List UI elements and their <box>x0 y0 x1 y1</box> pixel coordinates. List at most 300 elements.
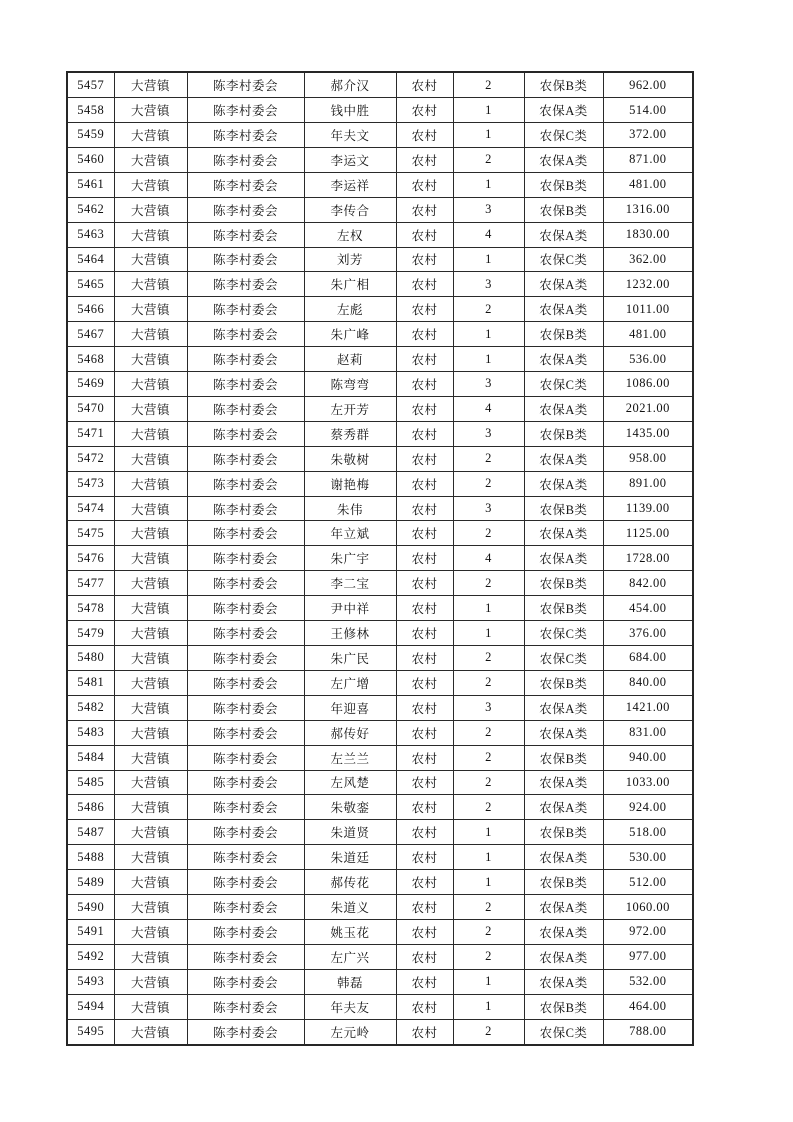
table-row <box>67 471 693 496</box>
table-cell: 左开芳 <box>304 396 396 421</box>
table-row <box>67 322 693 347</box>
table-cell: 农保A类 <box>524 770 603 795</box>
table-cell: 陈李村委会 <box>187 795 304 820</box>
table-cell: 5465 <box>67 272 114 297</box>
table-cell: 5486 <box>67 795 114 820</box>
table-cell: 2 <box>453 72 524 98</box>
table-cell: 大营镇 <box>114 870 187 895</box>
table-cell: 481.00 <box>603 172 693 197</box>
table-cell: 1139.00 <box>603 496 693 521</box>
table-cell: 1 <box>453 172 524 197</box>
table-cell: 5467 <box>67 322 114 347</box>
table-cell: 大营镇 <box>114 646 187 671</box>
table-cell: 5488 <box>67 845 114 870</box>
table-cell: 2 <box>453 770 524 795</box>
table-cell: 1830.00 <box>603 222 693 247</box>
table-cell: 5485 <box>67 770 114 795</box>
table-row <box>67 222 693 247</box>
table-row <box>67 347 693 372</box>
table-cell: 大营镇 <box>114 1019 187 1045</box>
table-cell: 1 <box>453 994 524 1019</box>
table-cell: 李运祥 <box>304 172 396 197</box>
table-row <box>67 969 693 994</box>
table-cell: 大营镇 <box>114 845 187 870</box>
table-cell: 5495 <box>67 1019 114 1045</box>
table-cell: 陈李村委会 <box>187 994 304 1019</box>
table-cell: 朱道贤 <box>304 820 396 845</box>
table-cell: 钱中胜 <box>304 98 396 123</box>
table-cell: 5474 <box>67 496 114 521</box>
table-cell: 农村 <box>396 122 453 147</box>
table-cell: 陈李村委会 <box>187 421 304 446</box>
table-cell: 大营镇 <box>114 98 187 123</box>
table-cell: 大营镇 <box>114 322 187 347</box>
table-cell: 3 <box>453 272 524 297</box>
table-cell: 农村 <box>396 1019 453 1045</box>
table-cell: 农保B类 <box>524 421 603 446</box>
table-cell: 1728.00 <box>603 546 693 571</box>
table-row <box>67 895 693 920</box>
table-cell: 王修林 <box>304 621 396 646</box>
table-cell: 陈李村委会 <box>187 720 304 745</box>
table-row <box>67 247 693 272</box>
table-cell: 大营镇 <box>114 795 187 820</box>
table-cell: 朱广相 <box>304 272 396 297</box>
table-cell: 962.00 <box>603 72 693 98</box>
table-cell: 农村 <box>396 795 453 820</box>
table-cell: 左彪 <box>304 297 396 322</box>
table-cell: 陈李村委会 <box>187 770 304 795</box>
table-cell: 5470 <box>67 396 114 421</box>
table-row <box>67 820 693 845</box>
table-cell: 陈李村委会 <box>187 546 304 571</box>
table-cell: 陈李村委会 <box>187 172 304 197</box>
table-cell: 924.00 <box>603 795 693 820</box>
table-cell: 陈李村委会 <box>187 72 304 98</box>
table-cell: 陈李村委会 <box>187 895 304 920</box>
table-cell: 陈李村委会 <box>187 845 304 870</box>
table-cell: 陈李村委会 <box>187 521 304 546</box>
table-cell: 农保A类 <box>524 919 603 944</box>
table-cell: 1 <box>453 247 524 272</box>
table-cell: 农村 <box>396 646 453 671</box>
table-cell: 大营镇 <box>114 471 187 496</box>
table-cell: 农村 <box>396 471 453 496</box>
table-cell: 518.00 <box>603 820 693 845</box>
table-cell: 左权 <box>304 222 396 247</box>
table-cell: 2 <box>453 446 524 471</box>
table-cell: 大营镇 <box>114 347 187 372</box>
table-cell: 农保A类 <box>524 396 603 421</box>
table-cell: 1232.00 <box>603 272 693 297</box>
table-row <box>67 98 693 123</box>
table-cell: 农保A类 <box>524 521 603 546</box>
table-cell: 农村 <box>396 895 453 920</box>
table-cell: 年夫文 <box>304 122 396 147</box>
table-cell: 5489 <box>67 870 114 895</box>
table-cell: 5483 <box>67 720 114 745</box>
table-cell: 农村 <box>396 944 453 969</box>
table-cell: 农村 <box>396 147 453 172</box>
table-cell: 李二宝 <box>304 571 396 596</box>
table-cell: 朱广峰 <box>304 322 396 347</box>
table-cell: 5475 <box>67 521 114 546</box>
table-cell: 郝传好 <box>304 720 396 745</box>
table-cell: 大营镇 <box>114 197 187 222</box>
table-cell: 陈李村委会 <box>187 621 304 646</box>
table-cell: 农村 <box>396 347 453 372</box>
table-cell: 大营镇 <box>114 521 187 546</box>
table-cell: 农保B类 <box>524 994 603 1019</box>
table-cell: 5458 <box>67 98 114 123</box>
table-cell: 大营镇 <box>114 172 187 197</box>
table-row <box>67 1019 693 1045</box>
table-row <box>67 521 693 546</box>
table-cell: 1 <box>453 596 524 621</box>
table-cell: 5464 <box>67 247 114 272</box>
table-cell: 大营镇 <box>114 446 187 471</box>
table-cell: 农保A类 <box>524 895 603 920</box>
table-cell: 朱伟 <box>304 496 396 521</box>
table-cell: 2 <box>453 670 524 695</box>
table-cell: 陈李村委会 <box>187 745 304 770</box>
table-cell: 朱广民 <box>304 646 396 671</box>
table-cell: 陈李村委会 <box>187 272 304 297</box>
table-cell: 农村 <box>396 396 453 421</box>
table-cell: 陈李村委会 <box>187 372 304 397</box>
table-cell: 1 <box>453 122 524 147</box>
table-cell: 农保C类 <box>524 1019 603 1045</box>
table-cell: 3 <box>453 372 524 397</box>
table-cell: 5490 <box>67 895 114 920</box>
table-cell: 大营镇 <box>114 919 187 944</box>
table-cell: 940.00 <box>603 745 693 770</box>
table-cell: 农保B类 <box>524 745 603 770</box>
table-cell: 2 <box>453 720 524 745</box>
table-row <box>67 646 693 671</box>
table-cell: 大营镇 <box>114 695 187 720</box>
table-row <box>67 695 693 720</box>
table-cell: 农村 <box>396 446 453 471</box>
table-cell: 农村 <box>396 820 453 845</box>
table-cell: 朱道义 <box>304 895 396 920</box>
table-cell: 陈李村委会 <box>187 969 304 994</box>
table-cell: 1 <box>453 322 524 347</box>
table-cell: 农村 <box>396 720 453 745</box>
table-cell: 农村 <box>396 571 453 596</box>
table-cell: 5462 <box>67 197 114 222</box>
table-row <box>67 770 693 795</box>
table-cell: 陈李村委会 <box>187 870 304 895</box>
table-cell: 1316.00 <box>603 197 693 222</box>
table-cell: 536.00 <box>603 347 693 372</box>
table-cell: 年夫友 <box>304 994 396 1019</box>
table-cell: 赵莉 <box>304 347 396 372</box>
table-cell: 农保A类 <box>524 471 603 496</box>
table-cell: 958.00 <box>603 446 693 471</box>
table-cell: 1033.00 <box>603 770 693 795</box>
table-cell: 农保B类 <box>524 596 603 621</box>
table-row <box>67 297 693 322</box>
table-cell: 大营镇 <box>114 994 187 1019</box>
table-cell: 464.00 <box>603 994 693 1019</box>
table-cell: 陈李村委会 <box>187 646 304 671</box>
table-cell: 农村 <box>396 72 453 98</box>
table-cell: 大营镇 <box>114 222 187 247</box>
table-cell: 韩磊 <box>304 969 396 994</box>
table-cell: 大营镇 <box>114 421 187 446</box>
table-cell: 朱敬銮 <box>304 795 396 820</box>
table-row <box>67 670 693 695</box>
table-cell: 陈李村委会 <box>187 247 304 272</box>
table-cell: 大营镇 <box>114 745 187 770</box>
table-cell: 农村 <box>396 197 453 222</box>
table-cell: 大营镇 <box>114 272 187 297</box>
table-cell: 农保A类 <box>524 969 603 994</box>
table-cell: 陈李村委会 <box>187 820 304 845</box>
table-cell: 农村 <box>396 745 453 770</box>
table-cell: 大营镇 <box>114 372 187 397</box>
table-cell: 农保C类 <box>524 122 603 147</box>
table-cell: 5494 <box>67 994 114 1019</box>
table-cell: 3 <box>453 695 524 720</box>
table-cell: 左风楚 <box>304 770 396 795</box>
table-cell: 农保A类 <box>524 944 603 969</box>
table-cell: 农村 <box>396 272 453 297</box>
table-cell: 陈李村委会 <box>187 222 304 247</box>
table-cell: 陈李村委会 <box>187 471 304 496</box>
table-cell: 农保C类 <box>524 646 603 671</box>
table-cell: 农保B类 <box>524 172 603 197</box>
table-cell: 514.00 <box>603 98 693 123</box>
table-cell: 陈李村委会 <box>187 670 304 695</box>
table-cell: 1 <box>453 820 524 845</box>
table-cell: 大营镇 <box>114 770 187 795</box>
table-cell: 5457 <box>67 72 114 98</box>
table-cell: 农保A类 <box>524 297 603 322</box>
table-cell: 农保B类 <box>524 197 603 222</box>
table-cell: 农保A类 <box>524 795 603 820</box>
table-cell: 陈李村委会 <box>187 297 304 322</box>
table-row <box>67 571 693 596</box>
table-cell: 农保C类 <box>524 247 603 272</box>
table-cell: 农保A类 <box>524 98 603 123</box>
table-cell: 4 <box>453 396 524 421</box>
table-cell: 3 <box>453 496 524 521</box>
table-row <box>67 944 693 969</box>
table-row <box>67 122 693 147</box>
table-cell: 农保C类 <box>524 621 603 646</box>
table-row <box>67 720 693 745</box>
table-row <box>67 546 693 571</box>
table-cell: 684.00 <box>603 646 693 671</box>
table-cell: 5459 <box>67 122 114 147</box>
table-cell: 农村 <box>396 919 453 944</box>
table-cell: 5492 <box>67 944 114 969</box>
table-cell: 农保A类 <box>524 147 603 172</box>
table-cell: 左兰兰 <box>304 745 396 770</box>
table-cell: 376.00 <box>603 621 693 646</box>
table-cell: 大营镇 <box>114 670 187 695</box>
table-cell: 大营镇 <box>114 969 187 994</box>
table-cell: 农村 <box>396 322 453 347</box>
table-cell: 农保A类 <box>524 446 603 471</box>
table-cell: 5477 <box>67 571 114 596</box>
table-row <box>67 994 693 1019</box>
table-cell: 农保A类 <box>524 720 603 745</box>
table-cell: 362.00 <box>603 247 693 272</box>
table-cell: 陈李村委会 <box>187 147 304 172</box>
table-cell: 李传合 <box>304 197 396 222</box>
table-row <box>67 372 693 397</box>
table-cell: 5480 <box>67 646 114 671</box>
table-cell: 2 <box>453 795 524 820</box>
table-cell: 5461 <box>67 172 114 197</box>
table-cell: 977.00 <box>603 944 693 969</box>
table-cell: 农村 <box>396 670 453 695</box>
table-cell: 农保B类 <box>524 571 603 596</box>
table-cell: 郝传花 <box>304 870 396 895</box>
table-cell: 大营镇 <box>114 122 187 147</box>
table-cell: 陈李村委会 <box>187 347 304 372</box>
table-cell: 1 <box>453 870 524 895</box>
table-cell: 2021.00 <box>603 396 693 421</box>
table-cell: 农保A类 <box>524 546 603 571</box>
table-cell: 农村 <box>396 222 453 247</box>
table-row <box>67 421 693 446</box>
table-cell: 5476 <box>67 546 114 571</box>
table-cell: 朱敬树 <box>304 446 396 471</box>
table-cell: 大营镇 <box>114 720 187 745</box>
table-cell: 郝介汉 <box>304 72 396 98</box>
table-cell: 4 <box>453 546 524 571</box>
table-cell: 大营镇 <box>114 895 187 920</box>
table-cell: 大营镇 <box>114 496 187 521</box>
table-cell: 972.00 <box>603 919 693 944</box>
table-row <box>67 446 693 471</box>
table-cell: 372.00 <box>603 122 693 147</box>
table-row <box>67 845 693 870</box>
table-cell: 1060.00 <box>603 895 693 920</box>
table-cell: 左广兴 <box>304 944 396 969</box>
table-cell: 1125.00 <box>603 521 693 546</box>
table-cell: 农村 <box>396 421 453 446</box>
table-cell: 2 <box>453 944 524 969</box>
table-cell: 年立斌 <box>304 521 396 546</box>
table-cell: 农保A类 <box>524 695 603 720</box>
table-cell: 5487 <box>67 820 114 845</box>
table-cell: 2 <box>453 895 524 920</box>
table-cell: 农保C类 <box>524 372 603 397</box>
table-cell: 871.00 <box>603 147 693 172</box>
table-cell: 1421.00 <box>603 695 693 720</box>
table-cell: 5471 <box>67 421 114 446</box>
table-cell: 大营镇 <box>114 820 187 845</box>
table-cell: 李运文 <box>304 147 396 172</box>
table-row <box>67 919 693 944</box>
table-cell: 891.00 <box>603 471 693 496</box>
table-cell: 农村 <box>396 297 453 322</box>
table-cell: 农村 <box>396 994 453 1019</box>
table-row <box>67 272 693 297</box>
table-cell: 大营镇 <box>114 147 187 172</box>
table-cell: 农村 <box>396 546 453 571</box>
table-cell: 陈李村委会 <box>187 98 304 123</box>
table-cell: 大营镇 <box>114 72 187 98</box>
table-cell: 2 <box>453 745 524 770</box>
table-cell: 5468 <box>67 347 114 372</box>
table-cell: 2 <box>453 521 524 546</box>
table-cell: 农村 <box>396 969 453 994</box>
table-cell: 2 <box>453 297 524 322</box>
table-cell: 陈李村委会 <box>187 396 304 421</box>
table-cell: 842.00 <box>603 571 693 596</box>
table-cell: 农保B类 <box>524 322 603 347</box>
table-row <box>67 596 693 621</box>
table-cell: 农村 <box>396 870 453 895</box>
table-cell: 5493 <box>67 969 114 994</box>
table-cell: 陈李村委会 <box>187 571 304 596</box>
table-cell: 陈李村委会 <box>187 1019 304 1045</box>
table-cell: 2 <box>453 571 524 596</box>
table-cell: 陈李村委会 <box>187 197 304 222</box>
table-cell: 788.00 <box>603 1019 693 1045</box>
table-row <box>67 172 693 197</box>
table-cell: 农村 <box>396 521 453 546</box>
table-cell: 2 <box>453 646 524 671</box>
table-cell: 农保B类 <box>524 72 603 98</box>
table-cell: 1435.00 <box>603 421 693 446</box>
table-body <box>67 72 693 1045</box>
table-cell: 大营镇 <box>114 571 187 596</box>
table-cell: 454.00 <box>603 596 693 621</box>
table-cell: 农保B类 <box>524 670 603 695</box>
table-cell: 农村 <box>396 596 453 621</box>
table-row <box>67 396 693 421</box>
table-cell: 1 <box>453 969 524 994</box>
table-cell: 农村 <box>396 770 453 795</box>
table-cell: 农保B类 <box>524 496 603 521</box>
table-cell: 大营镇 <box>114 596 187 621</box>
table-cell: 5478 <box>67 596 114 621</box>
table-cell: 农村 <box>396 845 453 870</box>
table-cell: 5484 <box>67 745 114 770</box>
table-cell: 农村 <box>396 695 453 720</box>
table-cell: 5463 <box>67 222 114 247</box>
table-cell: 农村 <box>396 621 453 646</box>
table-cell: 840.00 <box>603 670 693 695</box>
table-row <box>67 795 693 820</box>
table-cell: 年迎喜 <box>304 695 396 720</box>
table-cell: 农保A类 <box>524 347 603 372</box>
table-row <box>67 870 693 895</box>
table-cell: 3 <box>453 197 524 222</box>
table-cell: 5466 <box>67 297 114 322</box>
table-cell: 农保A类 <box>524 845 603 870</box>
table-cell: 2 <box>453 919 524 944</box>
table-cell: 大营镇 <box>114 247 187 272</box>
table-cell: 512.00 <box>603 870 693 895</box>
table-cell: 左元岭 <box>304 1019 396 1045</box>
table-cell: 4 <box>453 222 524 247</box>
table-cell: 谢艳梅 <box>304 471 396 496</box>
table-cell: 5481 <box>67 670 114 695</box>
table-cell: 532.00 <box>603 969 693 994</box>
table-cell: 农村 <box>396 172 453 197</box>
benefits-table <box>66 71 694 1046</box>
table-cell: 5479 <box>67 621 114 646</box>
table-cell: 530.00 <box>603 845 693 870</box>
